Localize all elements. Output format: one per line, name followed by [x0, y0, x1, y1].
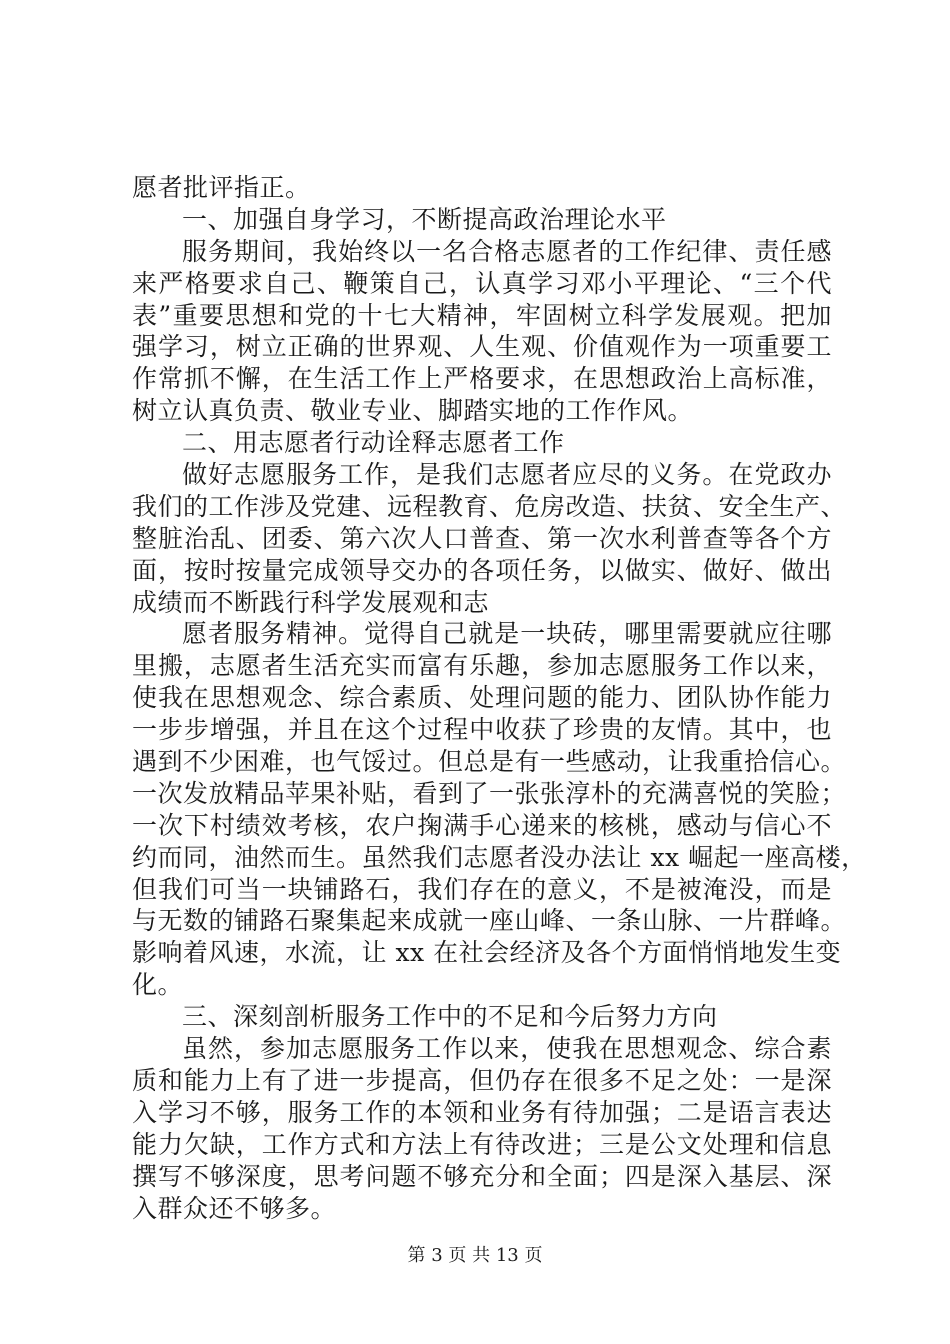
text-line: 但我们可当一块铺路石，我们存在的意义，不是被淹没，而是 — [132, 874, 832, 904]
text-line: 虽然，参加志愿服务工作以来，使我在思想观念、综合素 — [182, 1034, 832, 1064]
text-line: 服务期间，我始终以一名合格志愿者的工作纪律、责任感 — [182, 236, 832, 266]
text-line: 愿者批评指正。 — [132, 173, 311, 202]
text-line: 使我在思想观念、综合素质、处理问题的能力、团队协作能力 — [132, 683, 832, 713]
page-footer: 第 3 页 共 13 页 — [407, 1245, 543, 1266]
text-line: 遇到不少困难，也气馁过。但总是有一些感动，让我重拾信心。 — [132, 747, 847, 777]
text-line: 影响着风速，水流，让 xx 在社会经济及各个方面悄悄地发生变 — [132, 938, 842, 968]
text-line: 作常抓不懈，在生活工作上严格要求，在思想政治上高标准， — [132, 364, 832, 394]
text-line: 一步步增强，并且在这个过程中收获了珍贵的友情。其中，也 — [132, 715, 832, 745]
text-line: 整脏治乱、团委、第六次人口普查、第一次水利普查等各个方 — [132, 523, 832, 553]
text-line: 表”重要思想和党的十七大精神，牢固树立科学发展观。把加 — [132, 300, 832, 330]
text-line: 质和能力上有了进一步提高，但仍存在很多不足之处：一是深 — [132, 1065, 832, 1095]
text-line: 三、深刻剖析服务工作中的不足和今后努力方向 — [182, 1002, 718, 1032]
text-line: 一次发放精品苹果补贴，看到了一张张淳朴的充满喜悦的笑脸； — [132, 778, 847, 808]
text-line: 一次下村绩效考核，农户掬满手心递来的核桃，感动与信心不 — [132, 810, 832, 840]
text-line: 入学习不够，服务工作的本领和业务有待加强；二是语言表达 — [132, 1097, 832, 1127]
text-line: 撰写不够深度，思考问题不够充分和全面；四是深入基层、深 — [132, 1161, 832, 1191]
text-line: 与无数的铺路石聚集起来成就一座山峰、一条山脉、一片群峰。 — [132, 906, 847, 936]
text-line: 树立认真负责、敬业专业、脚踏实地的工作作风。 — [132, 396, 694, 426]
text-line: 约而同，油然而生。虽然我们志愿者没办法让 xx 崛起一座高楼， — [132, 842, 867, 872]
text-line: 愿者服务精神。觉得自己就是一块砖，哪里需要就应往哪 — [182, 619, 832, 649]
text-line: 做好志愿服务工作，是我们志愿者应尽的义务。在党政办 — [182, 460, 832, 490]
document-body — [132, 172, 867, 1224]
text-line: 一、加强自身学习，不断提高政治理论水平 — [182, 204, 667, 234]
text-line: 二、用志愿者行动诠释志愿者工作 — [182, 428, 565, 458]
text-line: 强学习，树立正确的世界观、人生观、价值观作为一项重要工 — [132, 332, 832, 362]
text-line: 成绩而不断践行科学发展观和志 — [132, 587, 490, 617]
text-line: 里搬，志愿者生活充实而富有乐趣，参加志愿服务工作以来， — [132, 651, 832, 681]
text-line: 能力欠缺，工作方式和方法上有待改进；三是公文处理和信息 — [132, 1129, 832, 1159]
text-line: 面，按时按量完成领导交办的各项任务，以做实、做好、做出 — [132, 555, 832, 585]
text-line: 入群众还不够多。 — [132, 1193, 337, 1223]
text-line: 来严格要求自己、鞭策自己，认真学习邓小平理论、“三个代 — [132, 268, 832, 298]
text-line: 我们的工作涉及党建、远程教育、危房改造、扶贫、安全生产、 — [132, 491, 847, 521]
text-line: 化。 — [132, 970, 184, 1000]
